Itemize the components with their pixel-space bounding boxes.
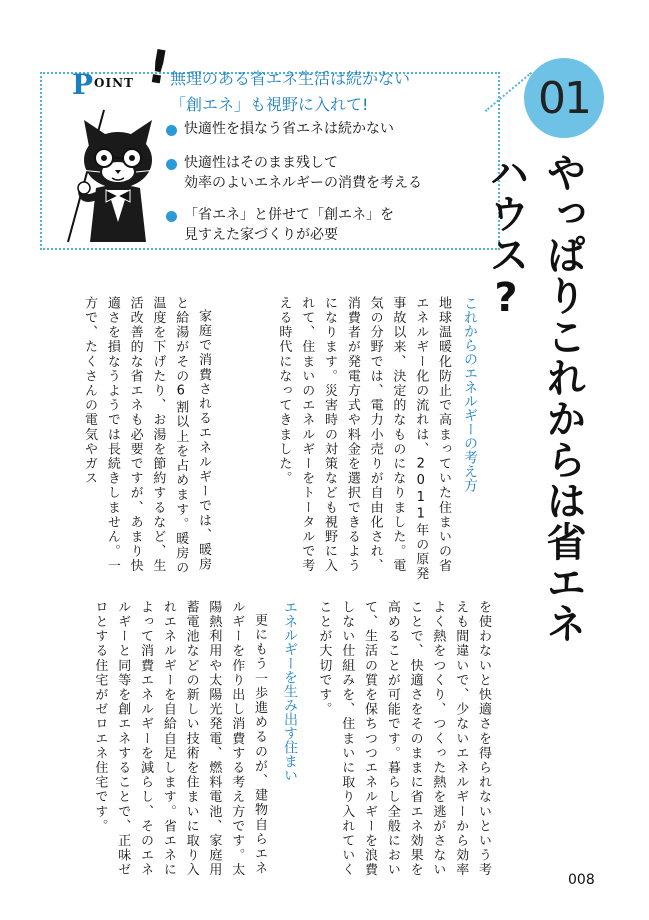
point-logo: [72, 38, 174, 101]
body-col1-p2: 家庭で消費されるエネルギーでは、暖房と給湯がその6割以上を占めます。暖房の温度を下げたり、お湯を節約するなど、生活改善的な省エネも必要ですが、あまり快適さを損なうようでは長続きしません。一方で、たくさんの電気やガス: [82, 296, 211, 576]
body-col2-p1: を使わないと快適さを得られないという考えも間違いで、少ないエネルギーから効率よく熱をつくり、つくった熱を逃がさないことで、快適さをそのままに省エネ効果を高めることが可能です。暮らし全般において、生活の質を保ちつつエネルギーを浪費しない仕組みを、住まいに取り入れていくことが大切です。: [316, 600, 491, 878]
subhead-energy-thinking: これからのエネルギーの考え方: [462, 296, 478, 492]
point-bullet-3b: 見すえた家づくりが必要: [184, 227, 338, 243]
point-bullet-2b: 効率のよいエネルギーの消費を考える: [184, 175, 422, 191]
subhead-energy-generating-home: エネルギーを生み出す住まい: [282, 600, 298, 782]
section-number: 01: [538, 72, 590, 124]
body-col1-p1: 地球温暖化防止で高まっていた住まいの省エネルギー化の流れは、2011年の原発事故以来、決定的なものになりました。電気の分野では、電力小売りが自由化され、消費者が発電方式や料金を選択できるようになります。災害時の対策なども視野に入れて、住まいのエネルギーをトータルで考える時代になってきました。: [276, 296, 451, 582]
cat-teacher-illustration: [60, 92, 170, 250]
page-title: やっぱりこれからは省エネハウス?: [483, 152, 586, 644]
point-bullet-3a: 「省エネ」と併せて「創エネ」を: [184, 207, 394, 223]
point-bullet-1: 快適性を損なう省エネは続かない: [184, 121, 394, 137]
point-bullet-2a: 快適性はそのまま残して: [184, 155, 338, 171]
point-logo-p: P: [72, 68, 94, 101]
point-headline-1: 無理のある省エネ生活は続かない: [170, 69, 411, 88]
body-col2-p2: 更にもう一歩進めるのが、建物自らエネルギーを作り出し消費する考え方です。太陽熱利用や太陽光発電、燃料電池、家庭用蓄電池などの新しい技術を住まいに取り入れエネルギーを自給自足します。省エネによって消費エネルギーを減らし、そのエネルギーと同等を創エネすることで、正味ゼロとする住宅がゼロエネ住宅です。: [92, 600, 267, 878]
page-number: 008: [568, 872, 595, 888]
point-headline-2: 「創エネ」も視野に入れて!: [170, 95, 369, 114]
section-number-badge: [524, 58, 604, 138]
point-logo-oint: OINT: [94, 76, 134, 90]
exclamation-mark: !: [143, 38, 174, 96]
